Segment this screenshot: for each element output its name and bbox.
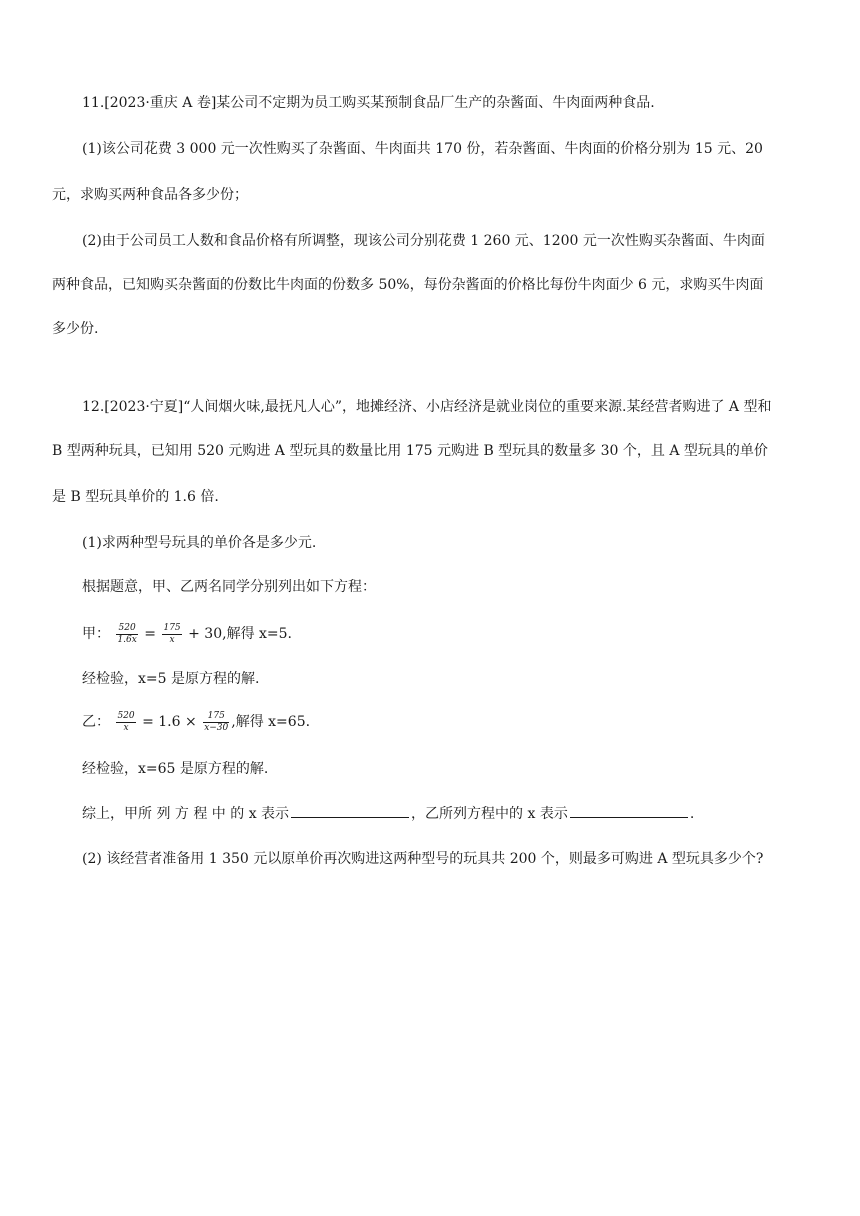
jia-frac1-numerator: 520 <box>116 623 137 635</box>
yi-fraction-2 <box>203 711 229 734</box>
summary-end: . <box>689 806 695 822</box>
q11-part2-line2: 两种食品，已知购买杂酱面的份数比牛肉面的份数多 50%，每份杂酱面的价格比每份牛肉面少 6 元，求购买牛肉面 <box>52 277 764 293</box>
summary-part-a: 综上，甲所 列 方 程 中 的 x 表示 <box>82 806 290 822</box>
q11-part1-line1: (1)该公司花费 3 000 元一次性购买了杂酱面、牛肉面共 170 份，若杂酱面、牛肉面的价格分别为 15 元、20 <box>82 141 763 157</box>
jia-frac1-denominator: 1.6x <box>117 634 137 645</box>
q12-stem-line1: 12.[2023·宁夏]“人间烟火味,最抚凡人心”，地摊经济、小店经济是就业岗位的重要来源.某经营者购进了 A 型和 <box>82 399 772 415</box>
q11-part1-line2: 元，求购买两种食品各多少份； <box>52 187 248 203</box>
yi-middle-term: = 1.6 × <box>142 714 197 730</box>
jia-result: ,解得 x=5. <box>222 626 293 642</box>
yi-frac2-denominator: x−30 <box>204 722 229 733</box>
jia-frac2-denominator: x <box>169 634 175 645</box>
jia-label: 甲： <box>82 626 110 642</box>
check-2: 经检验，x=65 是原方程的解. <box>82 761 269 777</box>
yi-label: 乙： <box>82 714 110 730</box>
yi-frac2-numerator: 175 <box>203 711 229 723</box>
jia-fraction-2 <box>162 623 181 646</box>
summary-line <box>82 803 808 824</box>
answer-blank-1[interactable] <box>291 803 409 818</box>
summary-part-b: ，乙所列方程中的 x 表示 <box>411 806 568 822</box>
q11-part2-line3: 多少份. <box>52 321 99 337</box>
yi-result: ,解得 x=65. <box>231 714 311 730</box>
q12-stem-line3: 是 B 型玩具单价的 1.6 倍. <box>52 489 219 505</box>
yi-equation-line <box>82 709 808 735</box>
q12-part1: (1)求两种型号玩具的单价各是多少元. <box>82 535 317 551</box>
q12-stem-line2: B 型两种玩具，已知用 520 元购进 A 型玩具的数量比用 175 元购进 B 型玩具的数量多 30 个，且 A 型玩具的单价 <box>52 443 768 459</box>
jia-equals: = <box>144 626 157 642</box>
jia-plus-term: + 30 <box>188 626 223 642</box>
yi-fraction-1 <box>116 711 135 734</box>
yi-frac1-numerator: 520 <box>117 710 135 721</box>
q12-intro: 根据题意，甲、乙两名同学分别列出如下方程： <box>82 579 376 595</box>
jia-fraction-1 <box>116 623 137 646</box>
check-1: 经检验，x=5 是原方程的解. <box>82 671 260 687</box>
q11-part2-line1: (2)由于公司员工人数和食品价格有所调整，现该公司分别花费 1 260 元、1200 元一次性购买杂酱面、牛肉面 <box>82 233 765 249</box>
answer-blank-2[interactable] <box>570 803 688 818</box>
jia-equation-line <box>82 621 808 647</box>
jia-frac2-numerator: 175 <box>163 622 181 633</box>
q12-part2: (2) 该经营者准备用 1 350 元以原单价再次购进这两种型号的玩具共 200 个，则最多可购进 A 型玩具多少个? <box>82 851 764 867</box>
yi-frac1-denominator: x <box>123 722 129 733</box>
q11-stem: 11.[2023·重庆 A 卷]某公司不定期为员工购买某预制食品厂生产的杂酱面、牛肉面两种食品. <box>82 95 655 111</box>
